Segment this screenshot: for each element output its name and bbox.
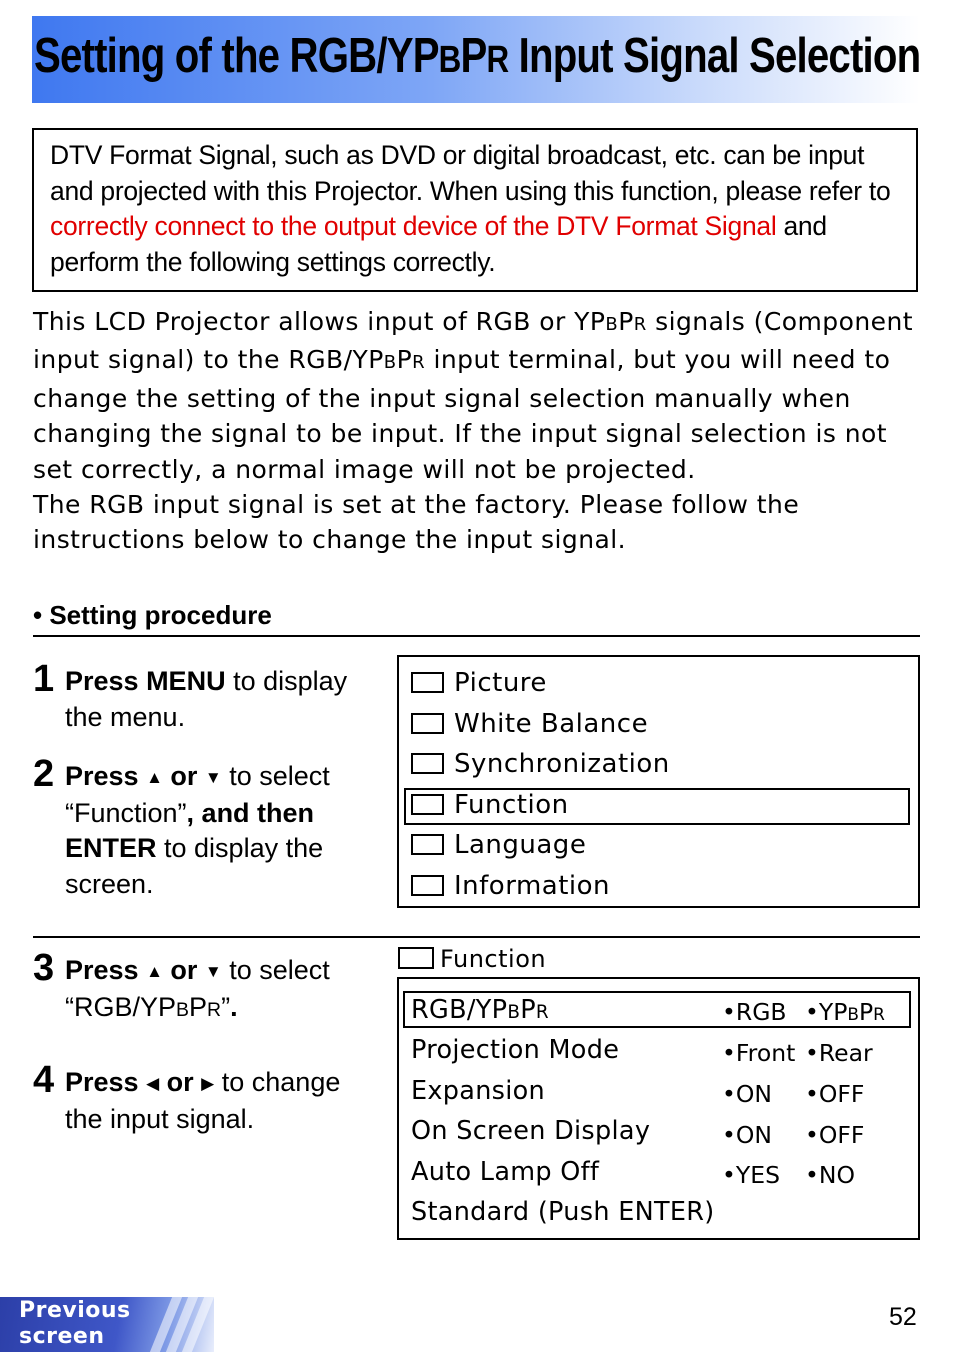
up-arrow-icon: ▲ [146,768,163,787]
menu-box-icon [411,713,444,734]
right-arrow-icon: ▶ [201,1074,215,1093]
function-row-rgb-ypbpr[interactable]: RGB/YPBPR [411,995,549,1025]
page-title: Setting of the RGB/YPBPR Input Signal Selection [34,29,921,83]
left-arrow-icon: ◀ [146,1074,160,1093]
option-off[interactable]: •OFF [805,1121,865,1149]
step-3-text: Press ▲ or ▼ to select “RGB/YPBPR”. [65,955,330,1022]
step-1-text: Press MENU to display the menu. [65,666,348,732]
menu-box-icon [411,875,444,896]
divider [33,635,920,637]
menu-item-language[interactable]: Language [411,830,586,860]
menu-box-icon [411,753,444,774]
option-on[interactable]: •ON [722,1121,772,1149]
menu-box-icon [411,672,444,693]
step-number: 1 [33,658,55,700]
function-row-auto-lamp-off[interactable]: Auto Lamp Off [411,1157,600,1187]
previous-screen-label: Previous screen [19,1298,131,1349]
main-menu-panel [397,655,920,908]
menu-box-icon [411,834,444,855]
up-arrow-icon: ▲ [146,962,163,981]
menu-item-synchronization[interactable]: Synchronization [411,749,670,779]
notice-link[interactable]: correctly connect to the output device of the DTV Format Signal [50,211,777,241]
page-number: 52 [889,1303,917,1331]
procedure-heading: • Setting procedure [33,600,272,630]
menu-item-information[interactable]: Information [411,871,610,901]
function-menu-title: Function [440,945,547,973]
step-number: 3 [33,947,55,989]
option-ypbpr[interactable]: •YPBPR [805,998,885,1026]
menu-box-icon [411,794,444,815]
option-off[interactable]: •OFF [805,1080,865,1108]
option-rgb[interactable]: •RGB [722,998,787,1026]
function-box-icon [398,947,434,969]
previous-screen-button[interactable] [0,1297,214,1352]
function-row-projection-mode[interactable]: Projection Mode [411,1035,620,1065]
option-no[interactable]: •NO [805,1161,855,1189]
function-row-standard[interactable]: Standard (Push ENTER) [411,1197,715,1227]
option-on[interactable]: •ON [722,1080,772,1108]
menu-item-picture[interactable]: Picture [411,668,547,698]
notice-box: DTV Format Signal, such as DVD or digital broadcast, etc. can be input and projected with this Projector. When using this function, please refer to correctly connect to the output device of the DTV Format Signal and perform the following settings correctly. [32,128,918,292]
intro-paragraph: This LCD Projector allows input of RGB or YPBPR signals (Component input signal) to the RGB/YPBPR input terminal, but you will need to change the setting of the input signal selection manually when changing the signal to be input. If the input signal selection is not set correctly, a normal image will not be projected. The RGB input signal is set at the factory. Please follow the instructions below to change the input signal. [33,307,914,555]
step-2-text: Press ▲ or ▼ to select “Function”, and then ENTER to display the screen. [65,761,330,899]
option-yes[interactable]: •YES [722,1161,780,1189]
divider [33,936,920,938]
step-number: 4 [33,1059,55,1101]
down-arrow-icon: ▼ [204,768,222,787]
function-row-expansion[interactable]: Expansion [411,1076,546,1106]
down-arrow-icon: ▼ [204,962,222,981]
step-number: 2 [33,753,55,795]
menu-item-function[interactable]: Function [411,790,569,820]
step-4-text: Press ◀ or ▶ to change the input signal. [65,1067,341,1134]
function-row-on-screen-display[interactable]: On Screen Display [411,1116,651,1146]
menu-item-white-balance[interactable]: White Balance [411,709,648,739]
option-front[interactable]: •Front [722,1039,796,1067]
option-rear[interactable]: •Rear [805,1039,873,1067]
function-menu-panel [397,977,920,1240]
